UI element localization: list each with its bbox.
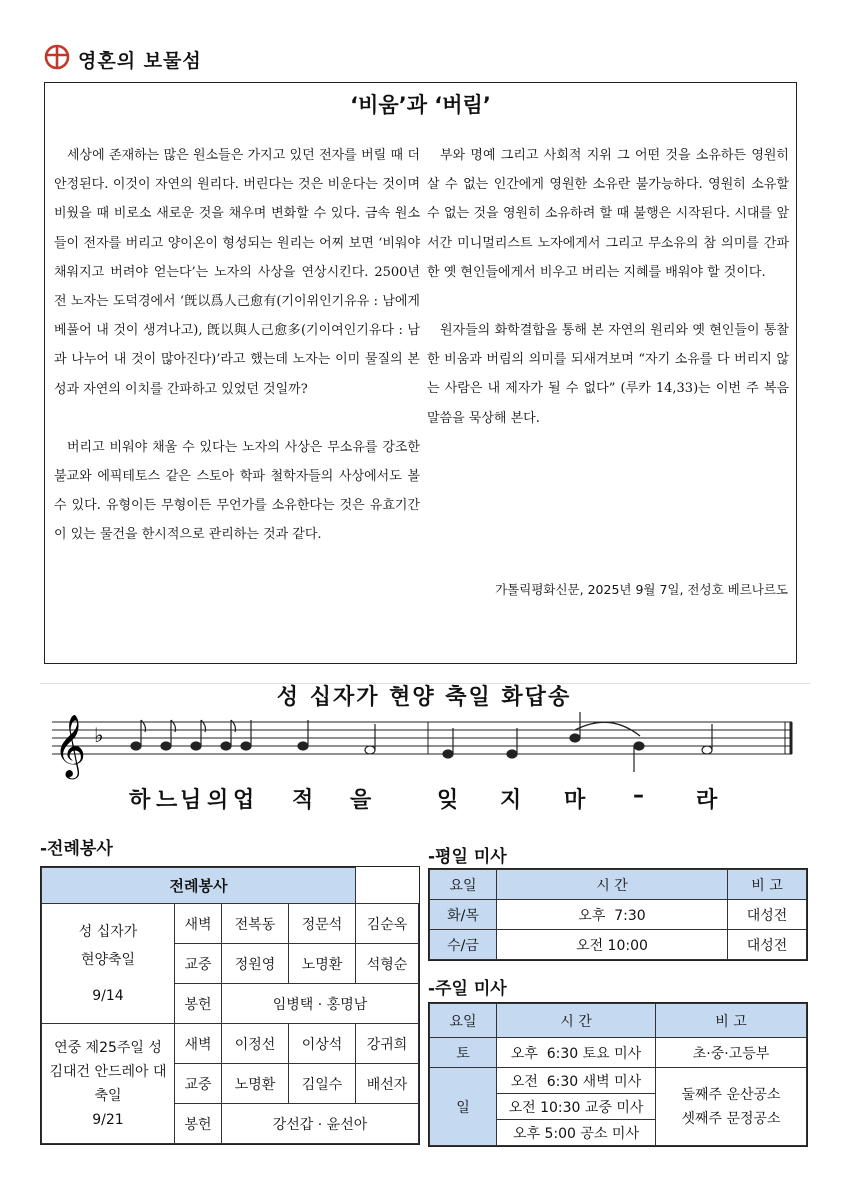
table-header: 시 간 (497, 870, 728, 900)
notes (131, 712, 712, 772)
day-cell: 수/금 (430, 930, 497, 960)
role-cell: 새벽 (175, 904, 222, 944)
feast-date: 9/14 (92, 987, 124, 1004)
day-cell: 토 (430, 1038, 497, 1068)
feast-name: 연중 제25주일 성 김대건 안드레아 대축일 (49, 1039, 167, 1104)
article-credit: 가톨릭평화신문, 2025년 9월 7일, 전성호 베르나르도 (495, 582, 788, 597)
article-box (44, 82, 797, 664)
time-cell: 오전 10:00 (497, 930, 728, 960)
time-cell: 오전 10:30 교중 미사 (497, 1094, 656, 1120)
sunday-table (428, 1002, 808, 1147)
lyric-syllable: 느 (156, 788, 178, 813)
time-cell: 오후 6:30 토요 미사 (497, 1038, 656, 1068)
note-line: 셋째주 문정공소 (681, 1110, 781, 1127)
note-cell: 대성전 (728, 900, 807, 930)
name-cell: 노명환 (222, 1064, 289, 1104)
day-cell: 일 (430, 1068, 497, 1146)
lyric-syllable: 의 (207, 788, 229, 813)
lyric-syllable: 업 (233, 788, 255, 813)
name-cell: 전복동 (222, 904, 289, 944)
article-title: ‘비움’과 ‘버림’ (350, 93, 491, 117)
cross-circle-icon (44, 44, 70, 74)
day-cell: 화/목 (430, 900, 497, 930)
name-cell: 이정선 (222, 1024, 289, 1064)
role-cell: 교중 (175, 1064, 222, 1104)
time-cell: 오전 6:30 새벽 미사 (497, 1068, 656, 1094)
table-header: 비 고 (656, 1004, 807, 1038)
liturgy-heading: -전례봉사 (40, 839, 113, 859)
name-cell: 석형순 (356, 944, 419, 984)
table-row (430, 1038, 807, 1068)
name-cell: 노명환 (289, 944, 356, 984)
name-cell: 강선갑 · 윤선아 (222, 1104, 419, 1144)
name-cell: 정원영 (222, 944, 289, 984)
lyric-syllable: 지 (500, 788, 522, 813)
role-cell: 교중 (175, 944, 222, 984)
name-cell: 정문석 (289, 904, 356, 944)
role-cell: 봉헌 (175, 984, 222, 1024)
liturgy-table (40, 866, 420, 1145)
table-header: 시 간 (497, 1004, 656, 1038)
page-title: 영혼의 보물섬 (78, 49, 202, 72)
article-right-column (427, 141, 789, 433)
feast-date: 9/21 (92, 1111, 124, 1128)
article-paragraph: 원자들의 화학결합을 통해 본 자연의 원리와 옛 현인들이 통찰한 비움과 버림의 의미를 되새겨보며 “자기 소유를 다 버리지 않는 사람은 내 제자가 될 수 없다” (루카 14,33)는 이번 주 복음 말씀을 묵상해 본다. (427, 323, 789, 426)
lyric-syllable: 하 (129, 788, 151, 813)
weekday-table (428, 868, 808, 961)
feast-cell (42, 904, 175, 1024)
treble-clef-icon: 𝄞 (54, 714, 86, 777)
name-cell: 강귀희 (356, 1024, 419, 1064)
role-cell: 봉헌 (175, 1104, 222, 1144)
table-row (430, 1068, 807, 1094)
music-staff (40, 712, 810, 782)
feast-cell (42, 1024, 175, 1144)
lyric-syllable: 잊 (437, 788, 459, 813)
table-header: 요일 (430, 1004, 497, 1038)
time-cell: 오후 5:00 공소 미사 (497, 1120, 656, 1146)
name-cell: 김순옥 (356, 904, 419, 944)
table-header: 요일 (430, 870, 497, 900)
lyric-syllable: 적 (292, 788, 314, 813)
page-header (44, 44, 202, 74)
lyric-syllable: 라 (696, 788, 718, 813)
weekday-heading: -평일 미사 (428, 847, 507, 867)
hymn-title: 성 십자가 현양 축일 화답송 (276, 685, 572, 710)
name-cell: 김일수 (289, 1064, 356, 1104)
role-cell: 새벽 (175, 1024, 222, 1064)
lyric-syllable: 님 (180, 788, 202, 813)
lyric-syllable: – (633, 783, 644, 808)
name-cell: 배선자 (356, 1064, 419, 1104)
note-cell: 대성전 (728, 930, 807, 960)
article-left-column (54, 141, 420, 550)
time-cell: 오후 7:30 (497, 900, 728, 930)
name-cell: 임병택 · 홍명남 (222, 984, 419, 1024)
article-paragraph: 부와 명예 그리고 사회적 지위 그 어떤 것을 소유하든 영원히 살 수 없는 인간에게 영원한 소유란 불가능하다. 영원히 소유할 수 없는 것을 영원히 소유하려 할 때 불행은 시작된다. 시대를 앞서간 미니멀리스트 노자에게서 그리고 무소유의 참 의미를 간파한 옛 현인들에게서 비우고 버리는 지혜를 배워야 할 것이다. (427, 148, 789, 280)
note-line: 둘째주 운산공소 (681, 1086, 781, 1103)
article-paragraph: 버리고 비워야 채울 수 있다는 노자의 사상은 무소유를 강조한 불교와 에픽테토스 같은 스토아 학파 철학자들의 사상에서도 볼 수 있다. 유형이든 무형이든 무언가를 소유한다는 것은 유효기간이 있는 물건을 한시적으로 관리하는 것과 같다. (54, 439, 420, 543)
article-paragraph: 세상에 존재하는 많은 원소들은 가지고 있던 전자를 버릴 때 더 안정된다. 이것이 자연의 원리다. 버린다는 것은 비운다는 것이며 비웠을 때 비로소 새로운 것을 채우며 변화할 수 있다. 금속 원소들이 전자를 버리고 양이온이 형성되는 원리는 어찌 보면 ‘비워야 채워지고 버려야 얻는다’는 노자의 사상을 연상시킨다. 2500년 전 노자는 도덕경에서 ‘旣以爲人己愈有(기이위인기유유 : 남에게 베풀어 내 것이 생겨나고), 旣以與人己愈多(기이여인기유다 : 남과 나누어 내 것이 많아진다)’라고 했는데 노자는 이미 물질의 본성과 자연의 이치를 간파하고 있었던 것일까? (54, 148, 420, 397)
flat-icon: ♭ (94, 723, 104, 747)
lyric-syllable: 을 (350, 788, 372, 813)
note-cell (656, 1068, 807, 1146)
lyric-syllable: 마 (564, 788, 586, 813)
table-row (430, 900, 807, 930)
table-header: 비 고 (728, 870, 807, 900)
sunday-heading: -주일 미사 (428, 979, 507, 999)
note-cell: 초·중·고등부 (656, 1038, 807, 1068)
name-cell: 이상석 (289, 1024, 356, 1064)
liturgy-table-title: 전례봉사 (42, 868, 356, 904)
feast-name: 성 십자가 현양축일 (78, 923, 138, 968)
table-row (430, 930, 807, 960)
